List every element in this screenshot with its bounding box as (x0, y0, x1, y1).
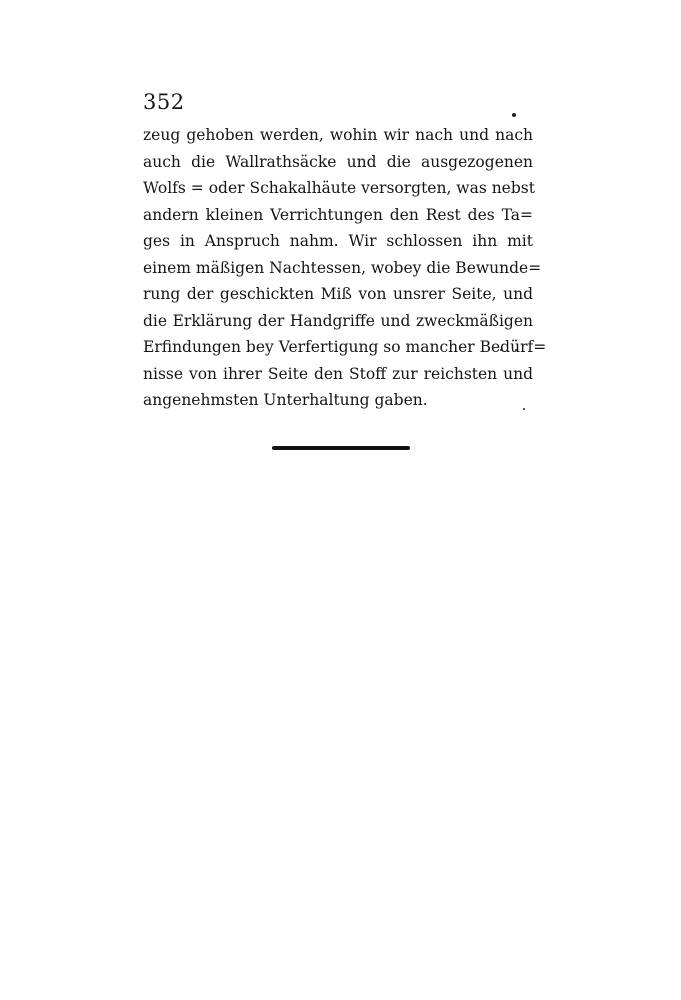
text-line: auch die Wallrathsäcke und die ausgezogenen (143, 152, 533, 171)
page-number: 352 (143, 90, 185, 114)
text-line: ges in Anspruch nahm. Wir schlossen ihn mit (143, 232, 533, 250)
text-line: die Erklärung der Handgriffe und zweckmäßigen (143, 311, 533, 330)
ink-speck (512, 113, 516, 117)
text-line: andern kleinen Verrichtungen den Rest des Ta= (143, 205, 533, 224)
text-line: nisse von ihrer Seite den Stoff zur reichsten und (143, 364, 533, 383)
text-line: Erfindungen bey Verfertigung so mancher Bedürf= (143, 338, 547, 356)
section-end-rule (272, 446, 410, 450)
text-line: zeug gehoben werden, wohin wir nach und nach (143, 126, 533, 144)
text-line: angenehmsten Unterhaltung gaben. (143, 391, 428, 409)
text-line: Wolfs = oder Schakalhäute versorgten, was nebst (143, 179, 535, 197)
text-line: rung der geschickten Miß von unsrer Seite, und (143, 285, 533, 303)
text-line: einem mäßigen Nachtessen, wobey die Bewunde= (143, 258, 542, 277)
body-text (143, 122, 547, 414)
